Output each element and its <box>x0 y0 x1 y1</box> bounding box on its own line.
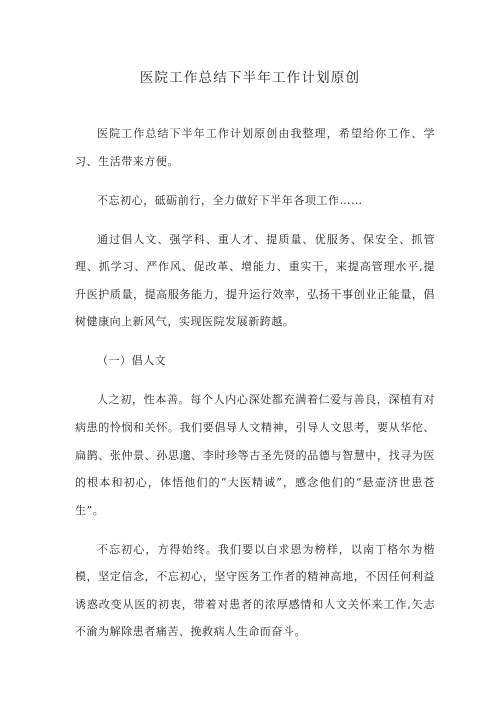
document-title: 医院工作总结下半年工作计划原创 <box>139 70 361 86</box>
document-body <box>75 120 435 657</box>
section-heading: （一）倡人文 <box>97 354 167 368</box>
intro-paragraph: 医院工作总结下半年工作计划原创由我整理，希望给你工作、学习、生活带来方便。 <box>75 127 435 168</box>
motto-paragraph: 不忘初心，砥砺前行，全力做好下半年各项工作…… <box>97 193 363 207</box>
humanity-paragraph: 人之初，性本善。每个人内心深处都充满着仁爱与善良，深植有对病患的怜悯和关怀。我们要倡导人文精神，引导人文思考，要从华佗、扁鹊、张仲景、孙思邈、李时珍等古圣先贤的品德与智慧中，找寻为医的根本和初心，体悟他们的“大医精诚”，感念他们的“悬壶济世患苍生”。 <box>75 393 435 517</box>
original-aspiration-paragraph: 不忘初心，方得始终。我们要以白求恩为榜样，以南丁格尔为楷模，坚定信念，不忘初心，坚守医务工作者的精神高地，不因任何利益诱惑改变从医的初衷，带着对患者的浓厚感情和人文关怀来工作,矢志不渝为解除患者痛苦、挽救病人生命而奋斗。 <box>75 542 435 639</box>
overview-paragraph: 通过倡人文、强学科、重人才、提质量、优服务、保安全、抓管理、抓学习、严作风、促改革、增能力、重实干，来提高管理水平,提升医护质量，提高服务能力，提升运行效率，弘扬干事创业正能量，倡树健康向上新风气，实现医院发展新跨越。 <box>75 232 435 329</box>
